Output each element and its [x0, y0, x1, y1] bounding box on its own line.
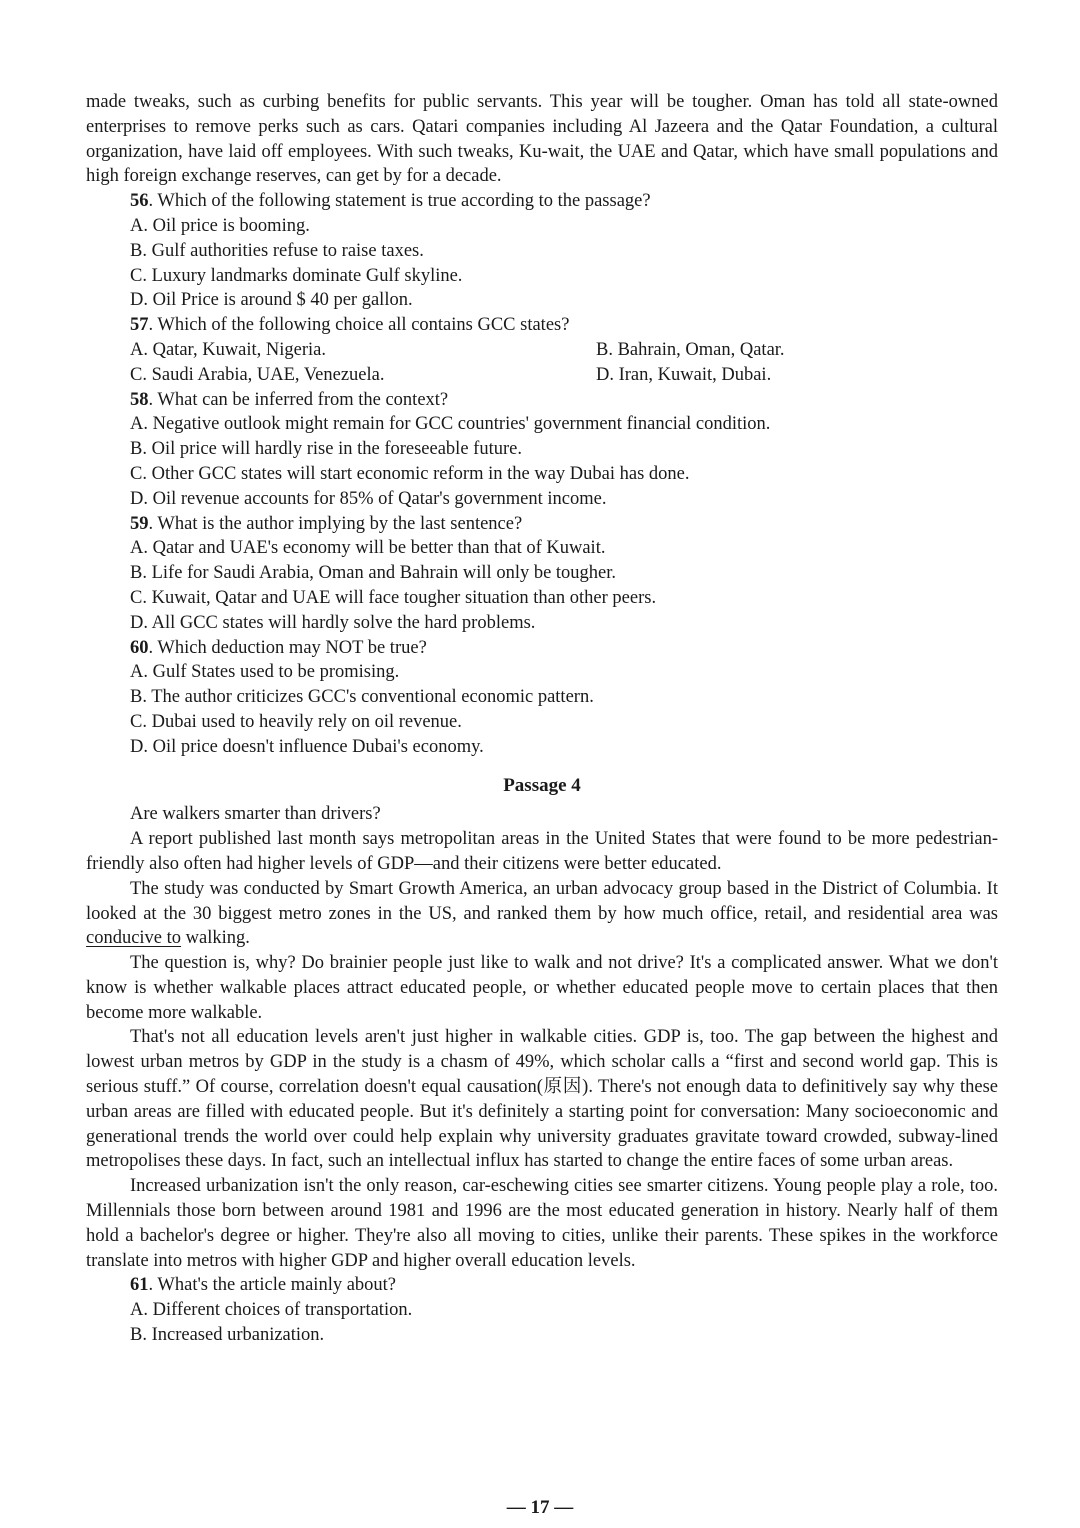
- question-58: 58. What can be inferred from the context?: [130, 389, 449, 410]
- passage-paragraph: The study was conducted by Smart Growth America, an urban advocacy group based in the District of Columbia. It looked at the 30 biggest metro zones in the US, and ranked them by how much office, retail, and residential area was conducive to walking.: [86, 878, 998, 949]
- option: C. Dubai used to heavily rely on oil revenue.: [130, 711, 462, 732]
- option: C. Saudi Arabia, UAE, Venezuela.: [130, 364, 385, 385]
- option: A. Qatar, Kuwait, Nigeria.: [130, 339, 327, 360]
- page-content: [86, 90, 998, 1348]
- option: D. Oil Price is around $ 40 per gallon.: [130, 290, 413, 311]
- option: D. Oil revenue accounts for 85% of Qatar's government income.: [130, 488, 607, 509]
- passage-paragraph: Increased urbanization isn't the only reason, car-eschewing cities see smarter citizens. Young people play a role, too. Millennials those born between around 1981 and 1996 are the most educated generation in history. Nearly half of them hold a bachelor's degree or higher. They're also all moving to cities, unlike their parents. These spikes in the workforce translate into metros with higher GDP and higher overall education levels.: [86, 1176, 998, 1271]
- option: D. All GCC states will hardly solve the hard problems.: [130, 612, 536, 633]
- option: B. Increased urbanization.: [130, 1325, 325, 1346]
- option: A. Negative outlook might remain for GCC countries' government financial condition.: [130, 414, 771, 435]
- underlined-phrase: conducive to: [86, 928, 182, 949]
- passage-paragraph: That's not all education levels aren't just higher in walkable cities. GDP is, too. The gap between the highest and lowest urban metros by GDP in the study is a chasm of 49%, which scholar calls a “first and second world gap. This is serious stuff.” Of course, correlation doesn't equal causation(原因). There's not enough data to definitively say why these urban areas are filled with educated people. But it's definitely a starting point for conversation: Many socioeconomic and generational trends the world over could help explain why university graduates gravitate toward crowded, subway-lined metropolises these days. In fact, such an intellectual influx has started to change the entire faces of some urban areas.: [86, 1027, 998, 1172]
- passage-paragraph: The question is, why? Do brainier people just like to walk and not drive? It's a complicated answer. What we don't know is whether walkable places attract educated people, or whether educated people move to certain places that then become more walkable.: [86, 953, 998, 1023]
- question-61: 61. What's the article mainly about?: [130, 1275, 397, 1296]
- question-57: 57. Which of the following choice all contains GCC states?: [130, 315, 570, 336]
- option: B. Oil price will hardly rise in the foreseeable future.: [130, 439, 522, 460]
- option: B. Gulf authorities refuse to raise taxes.: [130, 240, 424, 261]
- option-row: [86, 338, 998, 363]
- question-60: 60. Which deduction may NOT be true?: [130, 637, 427, 658]
- option: B. The author criticizes GCC's conventional economic pattern.: [130, 687, 594, 708]
- option: C. Kuwait, Qatar and UAE will face tougher situation than other peers.: [130, 587, 657, 608]
- option: B. Bahrain, Oman, Qatar.: [596, 339, 785, 360]
- option: A. Oil price is booming.: [130, 215, 310, 236]
- passage-paragraph: A report published last month says metropolitan areas in the United States that were found to be more pedestrian-friendly also often had higher levels of GDP—and their citizens were better educated.: [86, 829, 998, 874]
- option: D. Iran, Kuwait, Dubai.: [596, 364, 772, 385]
- option: B. Life for Saudi Arabia, Oman and Bahrain will only be tougher.: [130, 563, 617, 584]
- question-59: 59. What is the author implying by the last sentence?: [130, 513, 523, 534]
- option: A. Different choices of transportation.: [130, 1300, 413, 1321]
- question-56: 56. Which of the following statement is true according to the passage?: [130, 191, 651, 212]
- passage-paragraph: Are walkers smarter than drivers?: [130, 804, 381, 825]
- option: C. Luxury landmarks dominate Gulf skyline.: [130, 265, 463, 286]
- option: C. Other GCC states will start economic reform in the way Dubai has done.: [130, 463, 690, 484]
- passage-title: Passage 4: [503, 774, 581, 796]
- option: A. Gulf States used to be promising.: [130, 662, 400, 683]
- page-number: — 17 —: [506, 1497, 574, 1518]
- passage3-closing-paragraph: made tweaks, such as curbing benefits for public servants. This year will be tougher. Oman has told all state-owned enterprises to remove perks such as cars. Qatari companies including Al Jazeera and the Qatar Foundation, a cultural organization, have laid off employees. With such tweaks, Ku-wait, the UAE and Qatar, which have small populations and high foreign exchange reserves, can get by for a decade.: [86, 92, 998, 187]
- option-row: [86, 363, 998, 388]
- option: D. Oil price doesn't influence Dubai's economy.: [130, 736, 484, 757]
- option: A. Qatar and UAE's economy will be better than that of Kuwait.: [130, 538, 606, 559]
